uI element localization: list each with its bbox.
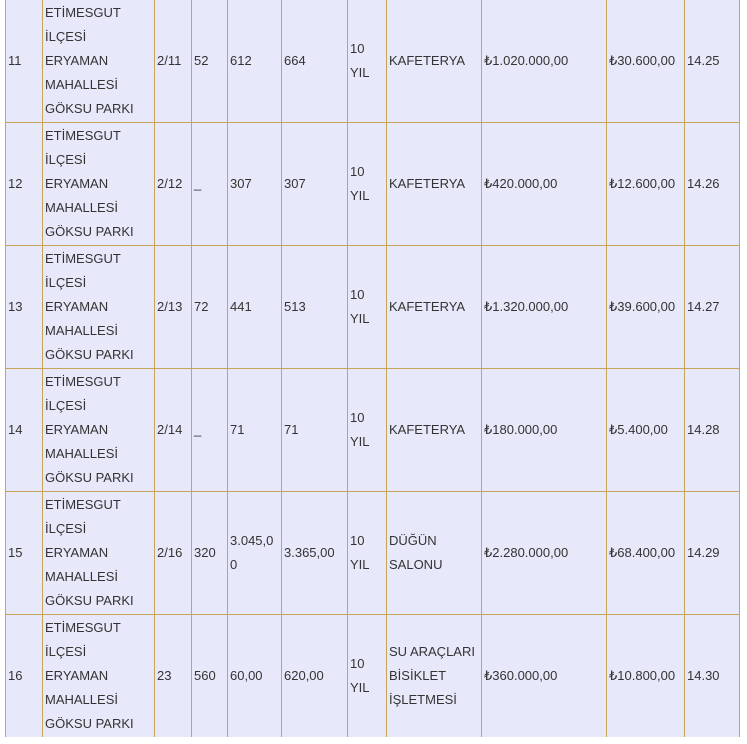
ada-parsel-cell: 23 bbox=[155, 615, 192, 738]
location-cell-line: ERYAMAN bbox=[45, 668, 109, 683]
amount-cell: ₺2.280.000,00 bbox=[482, 492, 607, 615]
time-cell: 14.25 bbox=[685, 0, 740, 123]
duration-cell bbox=[348, 492, 387, 615]
amount-cell: ₺420.000,00 bbox=[482, 123, 607, 246]
location-cell-line: İLÇESİ bbox=[45, 152, 87, 167]
duration-cell-line: YIL bbox=[350, 557, 370, 572]
area-a-cell: 52 bbox=[192, 0, 228, 123]
row-number: 14 bbox=[6, 369, 43, 492]
row-number: 13 bbox=[6, 246, 43, 369]
time-cell: 14.30 bbox=[685, 615, 740, 738]
location-cell-line: MAHALLESİ bbox=[45, 569, 118, 584]
location-cell-line: GÖKSU PARKI bbox=[45, 716, 134, 731]
duration-cell bbox=[348, 246, 387, 369]
duration-cell-line: 10 bbox=[350, 287, 365, 302]
duration-cell-line: YIL bbox=[350, 434, 370, 449]
location-cell-line: İLÇESİ bbox=[45, 521, 87, 536]
table-row bbox=[6, 246, 740, 369]
ada-parsel-cell: 2/11 bbox=[155, 0, 192, 123]
total-area-cell: 664 bbox=[282, 0, 348, 123]
location-cell-line: ERYAMAN bbox=[45, 53, 109, 68]
location-cell-line: İLÇESİ bbox=[45, 644, 87, 659]
location-cell-line: ERYAMAN bbox=[45, 422, 109, 437]
duration-cell-line: 10 bbox=[350, 533, 365, 548]
rent-cell: ₺5.400,00 bbox=[607, 369, 685, 492]
area-a-cell: 560 bbox=[192, 615, 228, 738]
location-cell-line: ERYAMAN bbox=[45, 545, 109, 560]
area-a-cell: 320 bbox=[192, 492, 228, 615]
rent-cell: ₺68.400,00 bbox=[607, 492, 685, 615]
location-cell-line: ETİMESGUT bbox=[45, 374, 121, 389]
row-number: 11 bbox=[6, 0, 43, 123]
location-cell bbox=[43, 615, 155, 738]
duration-cell-line: 10 bbox=[350, 41, 365, 56]
location-cell-line: ETİMESGUT bbox=[45, 251, 121, 266]
location-cell-line: İLÇESİ bbox=[45, 398, 87, 413]
purpose-cell-line: KAFETERYA bbox=[389, 299, 466, 314]
ada-parsel-cell: 2/14 bbox=[155, 369, 192, 492]
area-a-cell: _ bbox=[192, 123, 228, 246]
area-b-cell: 441 bbox=[228, 246, 282, 369]
location-cell bbox=[43, 492, 155, 615]
rent-cell: ₺12.600,00 bbox=[607, 123, 685, 246]
total-area-cell: 3.365,00 bbox=[282, 492, 348, 615]
total-area-cell: 513 bbox=[282, 246, 348, 369]
total-area-cell: 620,00 bbox=[282, 615, 348, 738]
duration-cell-line: YIL bbox=[350, 680, 370, 695]
location-cell-line: MAHALLESİ bbox=[45, 692, 118, 707]
location-cell-line: MAHALLESİ bbox=[45, 323, 118, 338]
duration-cell bbox=[348, 615, 387, 738]
location-cell bbox=[43, 123, 155, 246]
area-a-cell: 72 bbox=[192, 246, 228, 369]
location-cell-line: İLÇESİ bbox=[45, 29, 87, 44]
location-cell-line: ETİMESGUT bbox=[45, 128, 121, 143]
ada-parsel-cell: 2/13 bbox=[155, 246, 192, 369]
time-cell: 14.26 bbox=[685, 123, 740, 246]
area-a-cell: _ bbox=[192, 369, 228, 492]
rent-cell: ₺30.600,00 bbox=[607, 0, 685, 123]
table-row bbox=[6, 615, 740, 738]
duration-cell-line: 10 bbox=[350, 656, 365, 671]
time-cell: 14.29 bbox=[685, 492, 740, 615]
purpose-cell bbox=[387, 123, 482, 246]
area-b-cell: 71 bbox=[228, 369, 282, 492]
duration-cell-line: YIL bbox=[350, 65, 370, 80]
purpose-cell bbox=[387, 615, 482, 738]
purpose-cell-line: SU ARAÇLARI bbox=[389, 644, 475, 659]
area-b-cell: 612 bbox=[228, 0, 282, 123]
amount-cell: ₺1.020.000,00 bbox=[482, 0, 607, 123]
row-number: 12 bbox=[6, 123, 43, 246]
location-cell-line: GÖKSU PARKI bbox=[45, 593, 134, 608]
amount-cell: ₺360.000,00 bbox=[482, 615, 607, 738]
area-b-cell: 3.045,00 bbox=[228, 492, 282, 615]
area-b-cell: 307 bbox=[228, 123, 282, 246]
location-cell-line: MAHALLESİ bbox=[45, 446, 118, 461]
area-b-cell: 60,00 bbox=[228, 615, 282, 738]
table-row bbox=[6, 0, 740, 123]
location-cell bbox=[43, 246, 155, 369]
location-cell-line: ERYAMAN bbox=[45, 176, 109, 191]
purpose-cell bbox=[387, 369, 482, 492]
row-number: 15 bbox=[6, 492, 43, 615]
tender-table bbox=[5, 0, 740, 737]
table-row bbox=[6, 123, 740, 246]
duration-cell-line: 10 bbox=[350, 164, 365, 179]
purpose-cell bbox=[387, 246, 482, 369]
row-number: 16 bbox=[6, 615, 43, 738]
total-area-cell: 71 bbox=[282, 369, 348, 492]
amount-cell: ₺180.000,00 bbox=[482, 369, 607, 492]
purpose-cell-line: KAFETERYA bbox=[389, 422, 466, 437]
duration-cell bbox=[348, 123, 387, 246]
purpose-cell bbox=[387, 0, 482, 123]
ada-parsel-cell: 2/16 bbox=[155, 492, 192, 615]
location-cell bbox=[43, 369, 155, 492]
time-cell: 14.28 bbox=[685, 369, 740, 492]
location-cell-line: İLÇESİ bbox=[45, 275, 87, 290]
location-cell-line: GÖKSU PARKI bbox=[45, 224, 134, 239]
rent-cell: ₺39.600,00 bbox=[607, 246, 685, 369]
location-cell-line: ETİMESGUT bbox=[45, 620, 121, 635]
location-cell-line: GÖKSU PARKI bbox=[45, 470, 134, 485]
location-cell-line: ETİMESGUT bbox=[45, 5, 121, 20]
purpose-cell-line: KAFETERYA bbox=[389, 176, 466, 191]
rent-cell: ₺10.800,00 bbox=[607, 615, 685, 738]
purpose-cell-line: BİSİKLET bbox=[389, 668, 447, 683]
location-cell-line: ERYAMAN bbox=[45, 299, 109, 314]
table-row bbox=[6, 369, 740, 492]
purpose-cell-line: İŞLETMESİ bbox=[389, 692, 457, 707]
table-row bbox=[6, 492, 740, 615]
time-cell: 14.27 bbox=[685, 246, 740, 369]
purpose-cell-line: DÜĞÜN bbox=[389, 533, 437, 548]
location-cell-line: GÖKSU PARKI bbox=[45, 347, 134, 362]
duration-cell bbox=[348, 369, 387, 492]
duration-cell-line: YIL bbox=[350, 311, 370, 326]
total-area-cell: 307 bbox=[282, 123, 348, 246]
duration-cell-line: 10 bbox=[350, 410, 365, 425]
location-cell-line: GÖKSU PARKI bbox=[45, 101, 134, 116]
duration-cell bbox=[348, 0, 387, 123]
purpose-cell-line: SALONU bbox=[389, 557, 443, 572]
purpose-cell bbox=[387, 492, 482, 615]
amount-cell: ₺1.320.000,00 bbox=[482, 246, 607, 369]
ada-parsel-cell: 2/12 bbox=[155, 123, 192, 246]
location-cell bbox=[43, 0, 155, 123]
duration-cell-line: YIL bbox=[350, 188, 370, 203]
purpose-cell-line: KAFETERYA bbox=[389, 53, 466, 68]
location-cell-line: MAHALLESİ bbox=[45, 77, 118, 92]
location-cell-line: MAHALLESİ bbox=[45, 200, 118, 215]
location-cell-line: ETİMESGUT bbox=[45, 497, 121, 512]
